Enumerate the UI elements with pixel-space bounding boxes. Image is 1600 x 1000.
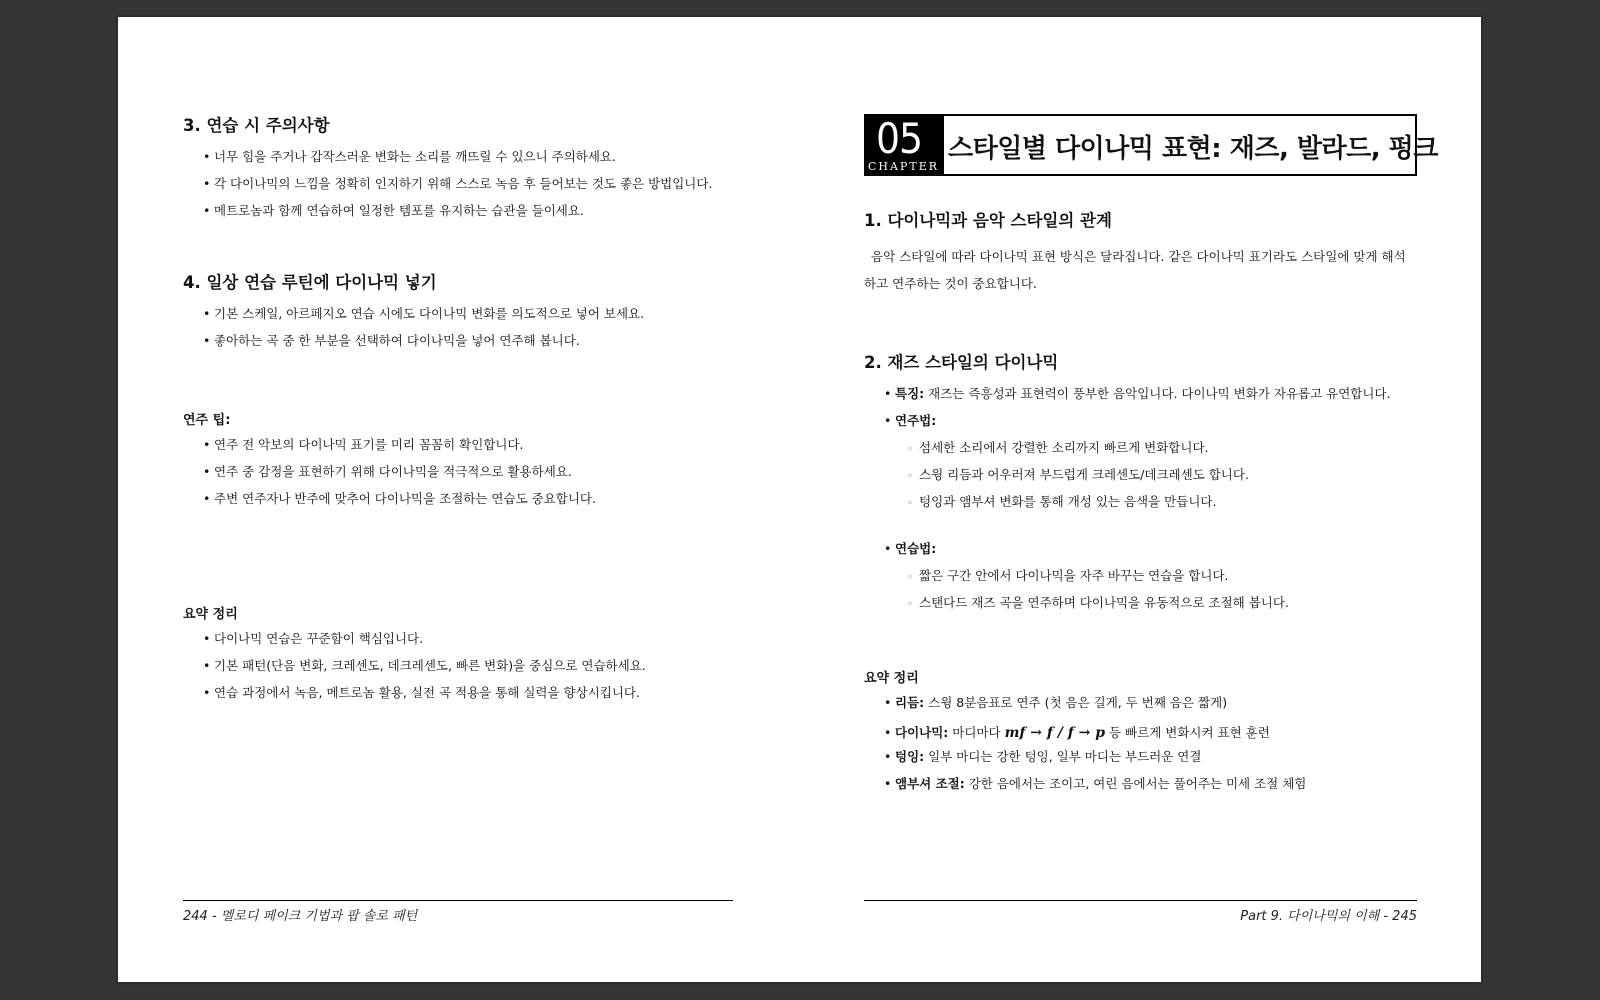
list-item: ◦ 스탠다드 재즈 곡을 연주하며 다이나믹을 유동적으로 조절해 봅니다. <box>907 595 1289 610</box>
list-item: ◦ 텅잉과 앰부셔 변화를 통해 개성 있는 음색을 만듭니다. <box>907 494 1217 509</box>
list-item: • 다이나믹: 마디마다 mf → f / f → p 등 빠르게 변화시켜 표현 훈련 <box>884 725 1270 741</box>
list-item: • 연주 중 감정을 표현하기 위해 다이나믹을 적극적으로 활용하세요. <box>203 464 572 479</box>
list-item: • 연습법: <box>884 541 937 556</box>
list-item: • 텅잉: 일부 마디는 강한 텅잉, 일부 마디는 부드러운 연결 <box>884 749 1202 764</box>
footer-rule <box>864 900 1417 901</box>
tips-heading: 연주 팁: <box>183 413 231 428</box>
chapter-header <box>864 114 1438 176</box>
list-item: • 각 다이나믹의 느낌을 정확히 인지하기 위해 스스로 녹음 후 들어보는 것도 좋은 방법입니다. <box>203 176 713 191</box>
chapter-title: 스타일별 다이나믹 표현: 재즈, 발라드, 펑크 <box>948 134 1438 164</box>
list-item: • 기본 스케일, 아르페지오 연습 시에도 다이나믹 변화를 의도적으로 넣어 보세요. <box>203 306 645 321</box>
list-item: ◦ 스윙 리듬과 어우러져 부드럽게 크레센도/데크레센도 합니다. <box>907 467 1249 482</box>
list-item: • 다이나믹 연습은 꾸준함이 핵심입니다. <box>203 631 424 646</box>
section-4-heading: 4. 일상 연습 루틴에 다이나믹 넣기 <box>183 273 437 292</box>
summary-heading: 요약 정리 <box>864 671 919 686</box>
list-item: • 주변 연주자나 반주에 맞추어 다이나믹을 조절하는 연습도 중요합니다. <box>203 491 596 506</box>
list-item: • 기본 패턴(단음 변화, 크레센도, 데크레센도, 빠른 변화)을 중심으로 연습하세요. <box>203 658 646 673</box>
list-item: • 특징: 재즈는 즉흥성과 표현력이 풍부한 음악입니다. 다이나믹 변화가 자유롭고 유연합니다. <box>884 386 1391 401</box>
list-item: ◦ 짧은 구간 안에서 다이나믹을 자주 바꾸는 연습을 합니다. <box>907 568 1229 583</box>
list-item: • 메트로놈과 함께 연습하여 일정한 템포를 유지하는 습관을 들이세요. <box>203 203 584 218</box>
list-item: • 연주법: <box>884 413 937 428</box>
book-spread <box>118 17 1481 982</box>
section-1-heading: 1. 다이나믹과 음악 스타일의 관계 <box>864 211 1112 230</box>
chapter-label: CHAPTER <box>868 160 940 173</box>
list-item: • 좋아하는 곡 중 한 부분을 선택하여 다이나믹을 넣어 연주해 봅니다. <box>203 333 580 348</box>
list-item: • 너무 힘을 주거나 갑작스러운 변화는 소리를 깨뜨릴 수 있으니 주의하세요. <box>203 149 616 164</box>
chapter-number: 05 <box>876 114 923 163</box>
section-2-heading: 2. 재즈 스타일의 다이나믹 <box>864 353 1059 372</box>
summary-heading: 요약 정리 <box>183 607 238 622</box>
section-3-heading: 3. 연습 시 주의사항 <box>183 116 330 135</box>
footer-rule <box>183 900 733 901</box>
list-item: • 연주 전 악보의 다이나믹 표기를 미리 꼼꼼히 확인합니다. <box>203 437 524 452</box>
page-footer-right: Part 9. 다이나믹의 이해 - 245 <box>1240 909 1417 924</box>
list-item: ◦ 섬세한 소리에서 강렬한 소리까지 빠르게 변화합니다. <box>907 440 1209 455</box>
chapter-badge <box>866 116 944 174</box>
page-footer-left: 244 - 멜로디 페이크 기법과 팝 솔로 패턴 <box>183 909 418 924</box>
list-item: • 리듬: 스윙 8분음표로 연주 (첫 음은 길게, 두 번째 음은 짧게) <box>884 695 1228 710</box>
list-item: • 앰부셔 조절: 강한 음에서는 조이고, 여린 음에서는 풀어주는 미세 조절 체험 <box>884 776 1307 791</box>
dynamics-marks: mf → f / f → p <box>1004 725 1106 741</box>
section-1-paragraph: 음악 스타일에 따라 다이나믹 표현 방식은 달라집니다. 같은 다이나믹 표기라도 스타일에 맞게 해석하고 연주하는 것이 중요합니다. <box>864 249 1406 291</box>
list-item: • 연습 과정에서 녹음, 메트로놈 활용, 실전 곡 적용을 통해 실력을 향상시킵니다. <box>203 685 640 700</box>
